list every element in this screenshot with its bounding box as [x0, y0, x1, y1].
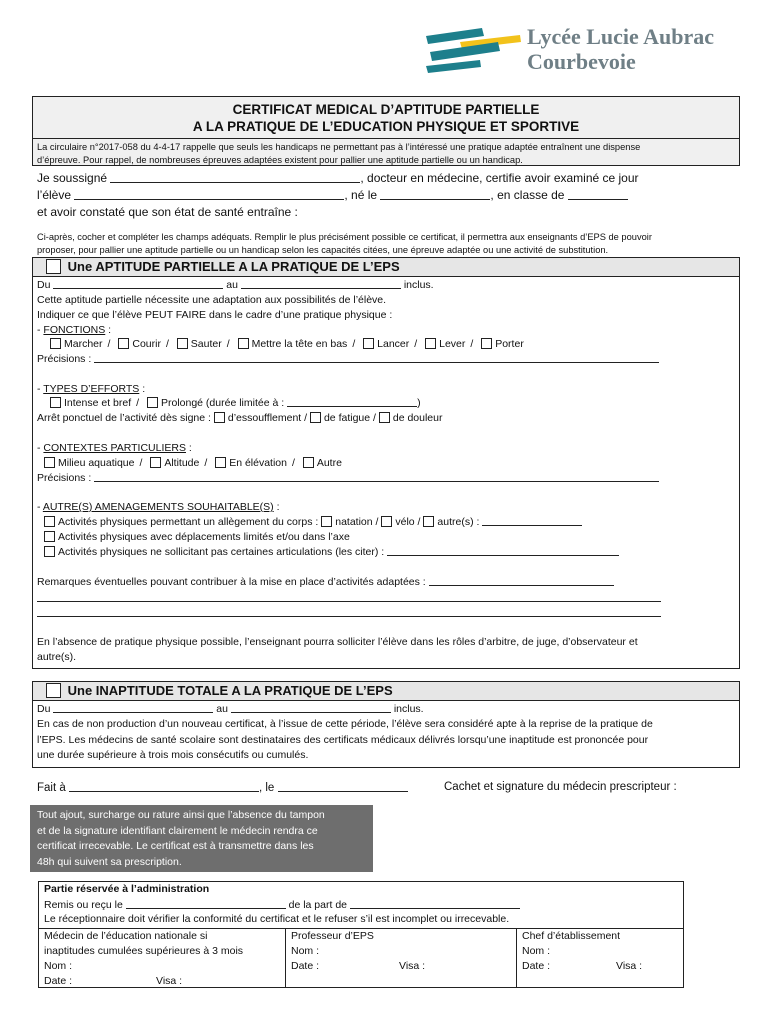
remarques-blank-line[interactable] [37, 616, 661, 617]
admin-col-medecin: Médecin de l’éducation nationale si inaptitudes cumulées supérieures à 3 mois Nom : Date : Visa : [44, 930, 244, 987]
logo-mark-icon [420, 22, 525, 78]
effort-checkbox[interactable] [50, 397, 61, 408]
amenagement-checkbox[interactable] [44, 531, 55, 542]
amenagement-2: Activités physiques avec déplacements limités et/ou dans l’axe [44, 530, 350, 544]
fonctions-label: - FONCTIONS : [37, 324, 112, 336]
totale-text2: l’EPS. Les médecins de santé scolaire sont destinataires des certificats médicaux délivrés lorsqu’une inaptitude est prononcée pour [37, 734, 649, 746]
cachet-label: Cachet et signature du médecin prescripteur : [444, 781, 677, 793]
partielle-heading [46, 259, 400, 274]
admin-col-chef: Chef d’établissement Nom : Date : Visa : [522, 930, 643, 972]
partielle-dates: Du au inclus. [37, 279, 434, 291]
remarques-line: Remarques éventuelles pouvant contribuer à la mise en place d’activités adaptées : [37, 575, 614, 589]
efforts-label: - TYPES D’EFFORTS : [37, 383, 146, 395]
absence-line2: autre(s). [37, 651, 77, 663]
date-field[interactable] [278, 781, 408, 792]
totale-text3: une durée supérieure à trois mois consécutifs ou cumulés. [37, 749, 309, 761]
fonctions-options: Marcher / Courir / Sauter / Mettre la tête en bas / Lancer / Lever / Porter [50, 337, 524, 351]
contextes-label: - CONTEXTES PARTICULIERS : [37, 442, 192, 454]
fonction-checkbox[interactable] [50, 338, 61, 349]
date-start-field[interactable] [53, 278, 223, 289]
admin-title: Partie réservée à l’administration [44, 883, 210, 895]
amenagement-checkbox[interactable] [44, 546, 55, 557]
contexte-checkbox[interactable] [215, 457, 226, 468]
title-line2: A LA PRATIQUE DE L’EDUCATION PHYSIQUE ET SPORTIVE [192, 119, 580, 134]
autres-field[interactable] [482, 515, 582, 526]
part-de-field[interactable] [350, 898, 520, 909]
warning-line: 48h qui suivent sa prescription. [37, 855, 182, 868]
logo-line1: Lycée Lucie Aubrac [527, 24, 714, 49]
admin-box [38, 881, 684, 988]
amenagement-checkbox[interactable] [44, 516, 55, 527]
date-start-field[interactable] [53, 702, 213, 713]
contexte-checkbox[interactable] [150, 457, 161, 468]
fonction-checkbox[interactable] [481, 338, 492, 349]
fonction-checkbox[interactable] [425, 338, 436, 349]
amenagement-3: Activités physiques ne sollicitant pas certaines articulations (les citer) : [44, 545, 619, 559]
admin-col-professeur: Professeur d’EPS Nom : Date : Visa : [291, 930, 426, 972]
totale-dates: Du au inclus. [37, 703, 424, 715]
warning-box [30, 805, 373, 872]
fonction-checkbox[interactable] [118, 338, 129, 349]
logo-line2: Courbevoie [527, 49, 636, 74]
lieu-field[interactable] [69, 781, 259, 792]
fait-line: Fait à , le [37, 781, 408, 795]
ci-apres-line1: Ci-après, cocher et compléter les champs adéquats. Remplir le plus précisément possible ce certificat, il permettra aux enseignants d’EPS de pouvoir [37, 232, 652, 242]
ci-apres-line2: proposer, pour pallier une aptitude partielle ou un handicap selon les capacités citées, une épreuve adaptée ou une activité de substitution. [37, 245, 609, 255]
admin-recep-line: Le réceptionnaire doit vérifier la conformité du certificat et le refuser s’il est incomplet ou irrecevable. [44, 913, 510, 925]
circulaire-line1: La circulaire n°2017-058 du 4-4-17 rappelle que seuls les handicaps ne permettant pas à l’intéressé une pratique adaptée entraînent une dispense [37, 142, 641, 152]
amenagement-1: Activités physiques permettant un allègement du corps : natation / vélo / autre(s) : [44, 515, 582, 529]
header-box [32, 96, 740, 166]
totale-heading-text: Une INAPTITUDE TOTALE A LA PRATIQUE DE L’EPS [67, 683, 393, 698]
remarques-blank-line[interactable] [37, 601, 661, 602]
title-line1: CERTIFICAT MEDICAL D’APTITUDE PARTIELLE [232, 102, 540, 117]
circulaire-line2: d’épreuve. Pour rappel, de nombreuses épreuves adaptées existent pour pallier une aptitude partielle ou un handicap. [37, 155, 523, 165]
contextes-options: Milieu aquatique / Altitude / En élévation / Autre [44, 456, 342, 470]
amenagement-checkbox[interactable] [381, 516, 392, 527]
arret-line: Arrêt ponctuel de l’activité dès signe : d’essoufflement / de fatigue / de douleur [37, 412, 443, 424]
partielle-text2: Indiquer ce que l’élève PEUT FAIRE dans le cadre d’une pratique physique : [37, 309, 393, 321]
warning-line: certificat irrecevable. Le certificat est à transmettre dans les [37, 840, 314, 852]
precisions-field[interactable] [94, 471, 659, 482]
intro-line2: l’élève , né le , en classe de [37, 188, 628, 202]
warning-line: Tout ajout, surcharge ou rature ainsi que l’absence du tampon [37, 809, 325, 821]
admin-remis-line: Remis ou reçu le de la part de [44, 898, 520, 911]
intro-line1: Je soussigné , docteur en médecine, certifie avoir examiné ce jour [37, 171, 639, 185]
signe-checkbox[interactable] [310, 412, 321, 423]
articulations-field[interactable] [387, 545, 619, 556]
contexte-checkbox[interactable] [44, 457, 55, 468]
totale-text1: En cas de non production d’un nouveau certificat, à l’issue de cette période, l’élève sera considéré apte à la reprise de la pratique de [37, 718, 653, 730]
fonction-checkbox[interactable] [238, 338, 249, 349]
amenagement-checkbox[interactable] [321, 516, 332, 527]
contexte-checkbox[interactable] [303, 457, 314, 468]
remarques-field[interactable] [429, 575, 614, 586]
totale-heading [46, 683, 393, 698]
signe-checkbox[interactable] [379, 412, 390, 423]
date-end-field[interactable] [231, 702, 391, 713]
date-end-field[interactable] [241, 278, 401, 289]
contextes-precisions: Précisions : [37, 471, 659, 485]
fonction-checkbox[interactable] [177, 338, 188, 349]
amenagement-checkbox[interactable] [423, 516, 434, 527]
partielle-text1: Cette aptitude partielle nécessite une adaptation aux possibilités de l’élève. [37, 294, 387, 306]
remis-date-field[interactable] [126, 898, 286, 909]
partielle-checkbox[interactable] [46, 259, 61, 274]
effort-checkbox[interactable] [147, 397, 158, 408]
fonctions-precisions: Précisions : [37, 352, 659, 366]
duree-field[interactable] [287, 396, 417, 407]
efforts-options: Intense et bref / Prolongé (durée limitée à : ) [50, 396, 421, 410]
warning-line: et de la signature identifiant clairement le médecin rendra ce [37, 824, 318, 837]
intro-line3: et avoir constaté que son état de santé entraîne : [37, 205, 298, 219]
precisions-field[interactable] [94, 352, 659, 363]
absence-line1: En l’absence de pratique physique possible, l’enseignant pourra solliciter l’élève dans les rôles d’arbitre, de juge, d’observateur et [37, 636, 638, 648]
signe-checkbox[interactable] [214, 412, 225, 423]
totale-checkbox[interactable] [46, 683, 61, 698]
amenagements-label: - AUTRE(S) AMENAGEMENTS SOUHAITABLE(S) : [37, 501, 280, 513]
partielle-heading-text: Une APTITUDE PARTIELLE A LA PRATIQUE DE L’EPS [67, 259, 400, 274]
fonction-checkbox[interactable] [363, 338, 374, 349]
